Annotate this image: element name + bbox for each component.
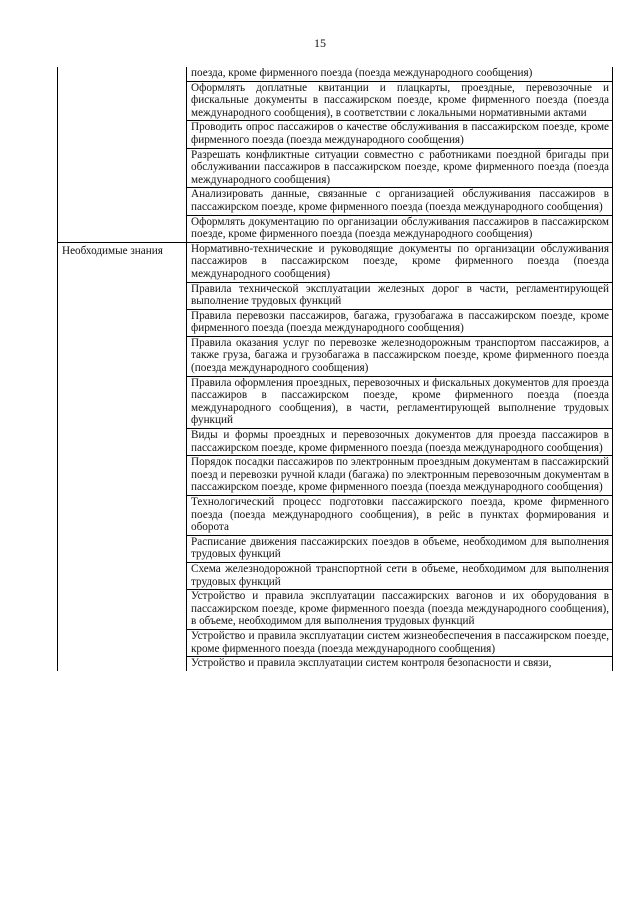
requirements-table xyxy=(57,67,613,671)
knowledge-label: Необходимые знания xyxy=(62,244,163,257)
table-row xyxy=(58,242,613,282)
skill-item: Оформлять доплатные квитанции и плацкарты, проездные, перевозочные и фискальные документы в пассажирском поезде, кроме фирменного поезда (поезда международного сообщения), в соответствии с локальными нормативными актами xyxy=(187,81,613,121)
skill-item: Проводить опрос пассажиров о качестве обслуживания в пассажирском поезде, кроме фирменного поезда (поезда международного сообщения) xyxy=(187,121,613,148)
skill-item: Оформлять документацию по организации обслуживания пассажиров в пассажирском поезде, кроме фирменного поезда (поезда международного сообщения) xyxy=(187,215,613,242)
knowledge-item: Правила перевозки пассажиров, багажа, грузобагажа в пассажирском поезде, кроме фирменного поезда (поезда международного сообщения) xyxy=(187,309,613,336)
knowledge-item: Порядок посадки пассажиров по электронным проездным документам в пассажирский поезд и перевозки ручной клади (багажа) по электронным перевозочным документам в пассажирском поезде, кроме фирменного поезда (поезда международного сообщения) xyxy=(187,456,613,496)
page-number: 15 xyxy=(314,36,326,50)
skills-label-cell xyxy=(58,67,187,242)
table-row xyxy=(58,67,613,81)
knowledge-item: Устройство и правила эксплуатации пассажирских вагонов и их оборудования в пассажирском поезде, кроме фирменного поезда (поезда международного сообщения), в объеме, необходимом для выполнения трудовых функций xyxy=(187,590,613,630)
knowledge-item: Виды и формы проездных и перевозочных документов для проезда пассажиров в пассажирском поезде, кроме фирменного поезда (поезда международного сообщения) xyxy=(187,429,613,456)
knowledge-item: Нормативно-технические и руководящие документы по организации обслуживания пассажиров в пассажирском поезде, кроме фирменного поезда (поезда международного сообщения) xyxy=(187,242,613,282)
knowledge-item: Технологический процесс подготовки пассажирского поезда, кроме фирменного поезда (поезда международного сообщения), в рейс в пунктах формирования и оборота xyxy=(187,496,613,536)
knowledge-item: Схема железнодорожной транспортной сети в объеме, необходимом для выполнения трудовых функций xyxy=(187,562,613,589)
knowledge-item: Устройство и правила эксплуатации систем жизнеобеспечения в пассажирском поезде, кроме фирменного поезда (поезда международного сообщения) xyxy=(187,629,613,656)
knowledge-label-cell xyxy=(58,242,187,671)
knowledge-item: Правила оформления проездных, перевозочных и фискальных документов для проезда пассажиров в пассажирском поезде, кроме фирменного поезда (поезда международного сообщения), в части, регламентирующей выполнение трудовых функций xyxy=(187,376,613,428)
knowledge-item: Правила технической эксплуатации железных дорог в части, регламентирующей выполнение трудовых функций xyxy=(187,282,613,309)
knowledge-item: Расписание движения пассажирских поездов в объеме, необходимом для выполнения трудовых функций xyxy=(187,535,613,562)
knowledge-item: Устройство и правила эксплуатации систем контроля безопасности и связи, xyxy=(187,657,613,671)
knowledge-item: Правила оказания услуг по перевозке железнодорожным транспортом пассажиров, а также груза, багажа и грузобагажа в пассажирском поезде, кроме фирменного поезда (поезда международного сообщения) xyxy=(187,336,613,376)
skill-item: Анализировать данные, связанные с организацией обслуживания пассажиров в пассажирском поезде, кроме фирменного поезда (поезда международного сообщения) xyxy=(187,188,613,215)
skill-item: поезда, кроме фирменного поезда (поезда международного сообщения) xyxy=(187,67,613,81)
skill-item: Разрешать конфликтные ситуации совместно с работниками поездной бригады при обслуживании пассажиров в пассажирском поезде, кроме фирменного поезда (поезда международного сообщения) xyxy=(187,148,613,188)
